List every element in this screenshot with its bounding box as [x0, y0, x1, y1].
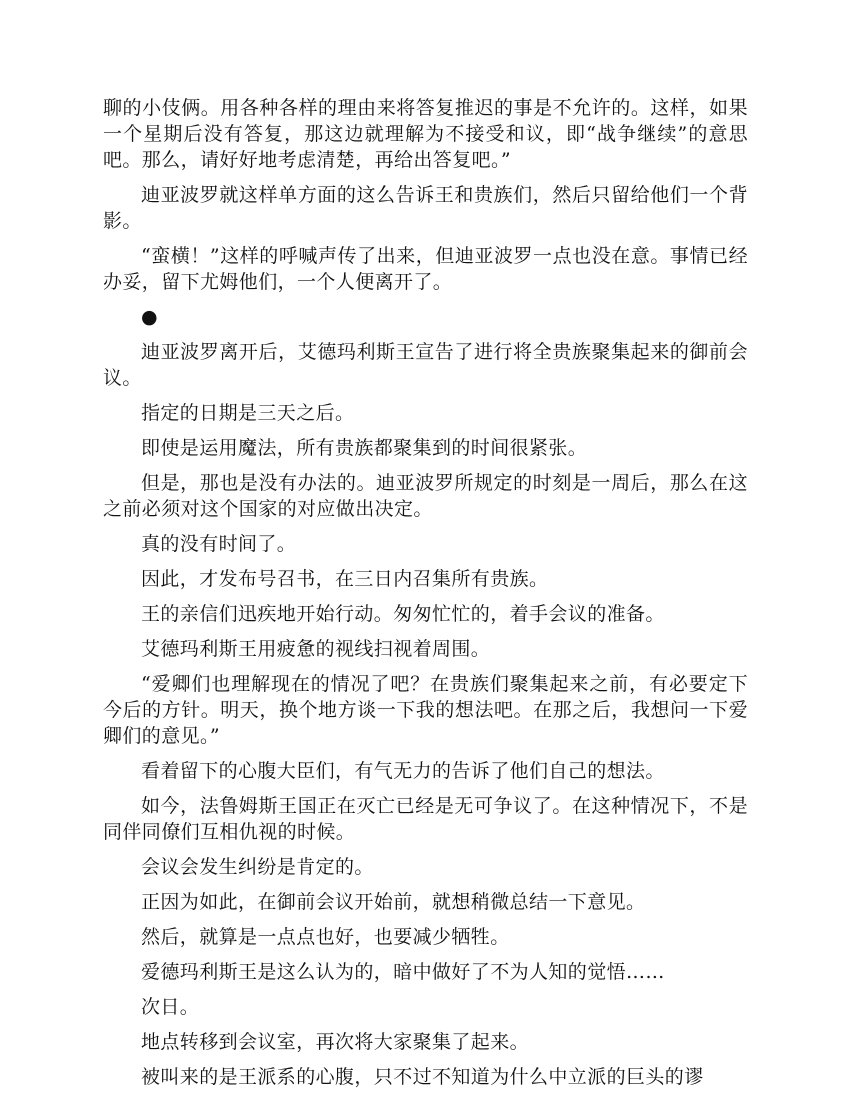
- paragraph: “蛮横！”这样的呼喊声传了出来，但迪亚波罗一点也没在意。事情已经办妥，留下尤姆他们，一个人便离开了。: [103, 245, 748, 293]
- document-page: [103, 95, 748, 1099]
- paragraph: 真的没有时间了。: [141, 533, 297, 555]
- paragraph: 聊的小伎俩。用各种各样的理由来将答复推迟的事是不允许的。这样，如果一个星期后没有答复，那这边就理解为不接受和议，即“战争继续”的意思吧。那么，请好好地考虑清楚，再给出答复吧。”: [103, 97, 748, 171]
- paragraph: 艾德玛利斯王用疲惫的视线扫视着周围。: [141, 638, 491, 660]
- paragraph: 看着留下的心腹大臣们，有气无力的告诉了他们自己的想法。: [141, 760, 665, 782]
- paragraph: 次日。: [141, 996, 200, 1018]
- paragraph: 因此，才发布号召书，在三日内召集所有贵族。: [141, 568, 549, 590]
- paragraph: 会议会发生纠纷是肯定的。: [141, 856, 374, 878]
- paragraph: 迪亚波罗就这样单方面的这么告诉王和贵族们，然后只留给他们一个背影。: [103, 184, 748, 232]
- paragraph: 如今，法鲁姆斯王国正在灭亡已经是无可争议了。在这种情况下，不是同伴同僚们互相仇视的时候。: [103, 795, 748, 843]
- paragraph: 被叫来的是王派系的心腹，只不过不知道为什么中立派的巨头的谬: [141, 1066, 704, 1088]
- paragraph: 正因为如此，在御前会议开始前，就想稍微总结一下意见。: [141, 891, 646, 913]
- paragraph: 爱德玛利斯王是这么认为的，暗中做好了不为人知的觉悟……: [141, 961, 665, 983]
- paragraph: 迪亚波罗离开后，艾德玛利斯王宣告了进行将全贵族聚集起来的御前会议。: [103, 341, 748, 389]
- paragraph: 即使是运用魔法，所有贵族都聚集到的时间很紧张。: [141, 437, 588, 459]
- paragraph: 指定的日期是三天之后。: [141, 402, 355, 424]
- paragraph: 地点转移到会议室，再次将大家聚集了起来。: [141, 1031, 530, 1053]
- paragraph: “爱卿们也理解现在的情况了吧？在贵族们聚集起来之前，有必要定下今后的方针。明天，换个地方谈一下我的想法吧。在那之后，我想问一下爱卿们的意见。”: [103, 673, 748, 747]
- paragraph: 然后，就算是一点点也好，也要减少牺牲。: [141, 926, 510, 948]
- paragraph: 王的亲信们迅疾地开始行动。匆匆忙忙的，着手会议的准备。: [141, 603, 665, 625]
- paragraph: 但是，那也是没有办法的。迪亚波罗所规定的时刻是一周后，那么在这之前必须对这个国家的对应做出决定。: [103, 472, 748, 520]
- section-break-bullet: ●: [141, 306, 158, 328]
